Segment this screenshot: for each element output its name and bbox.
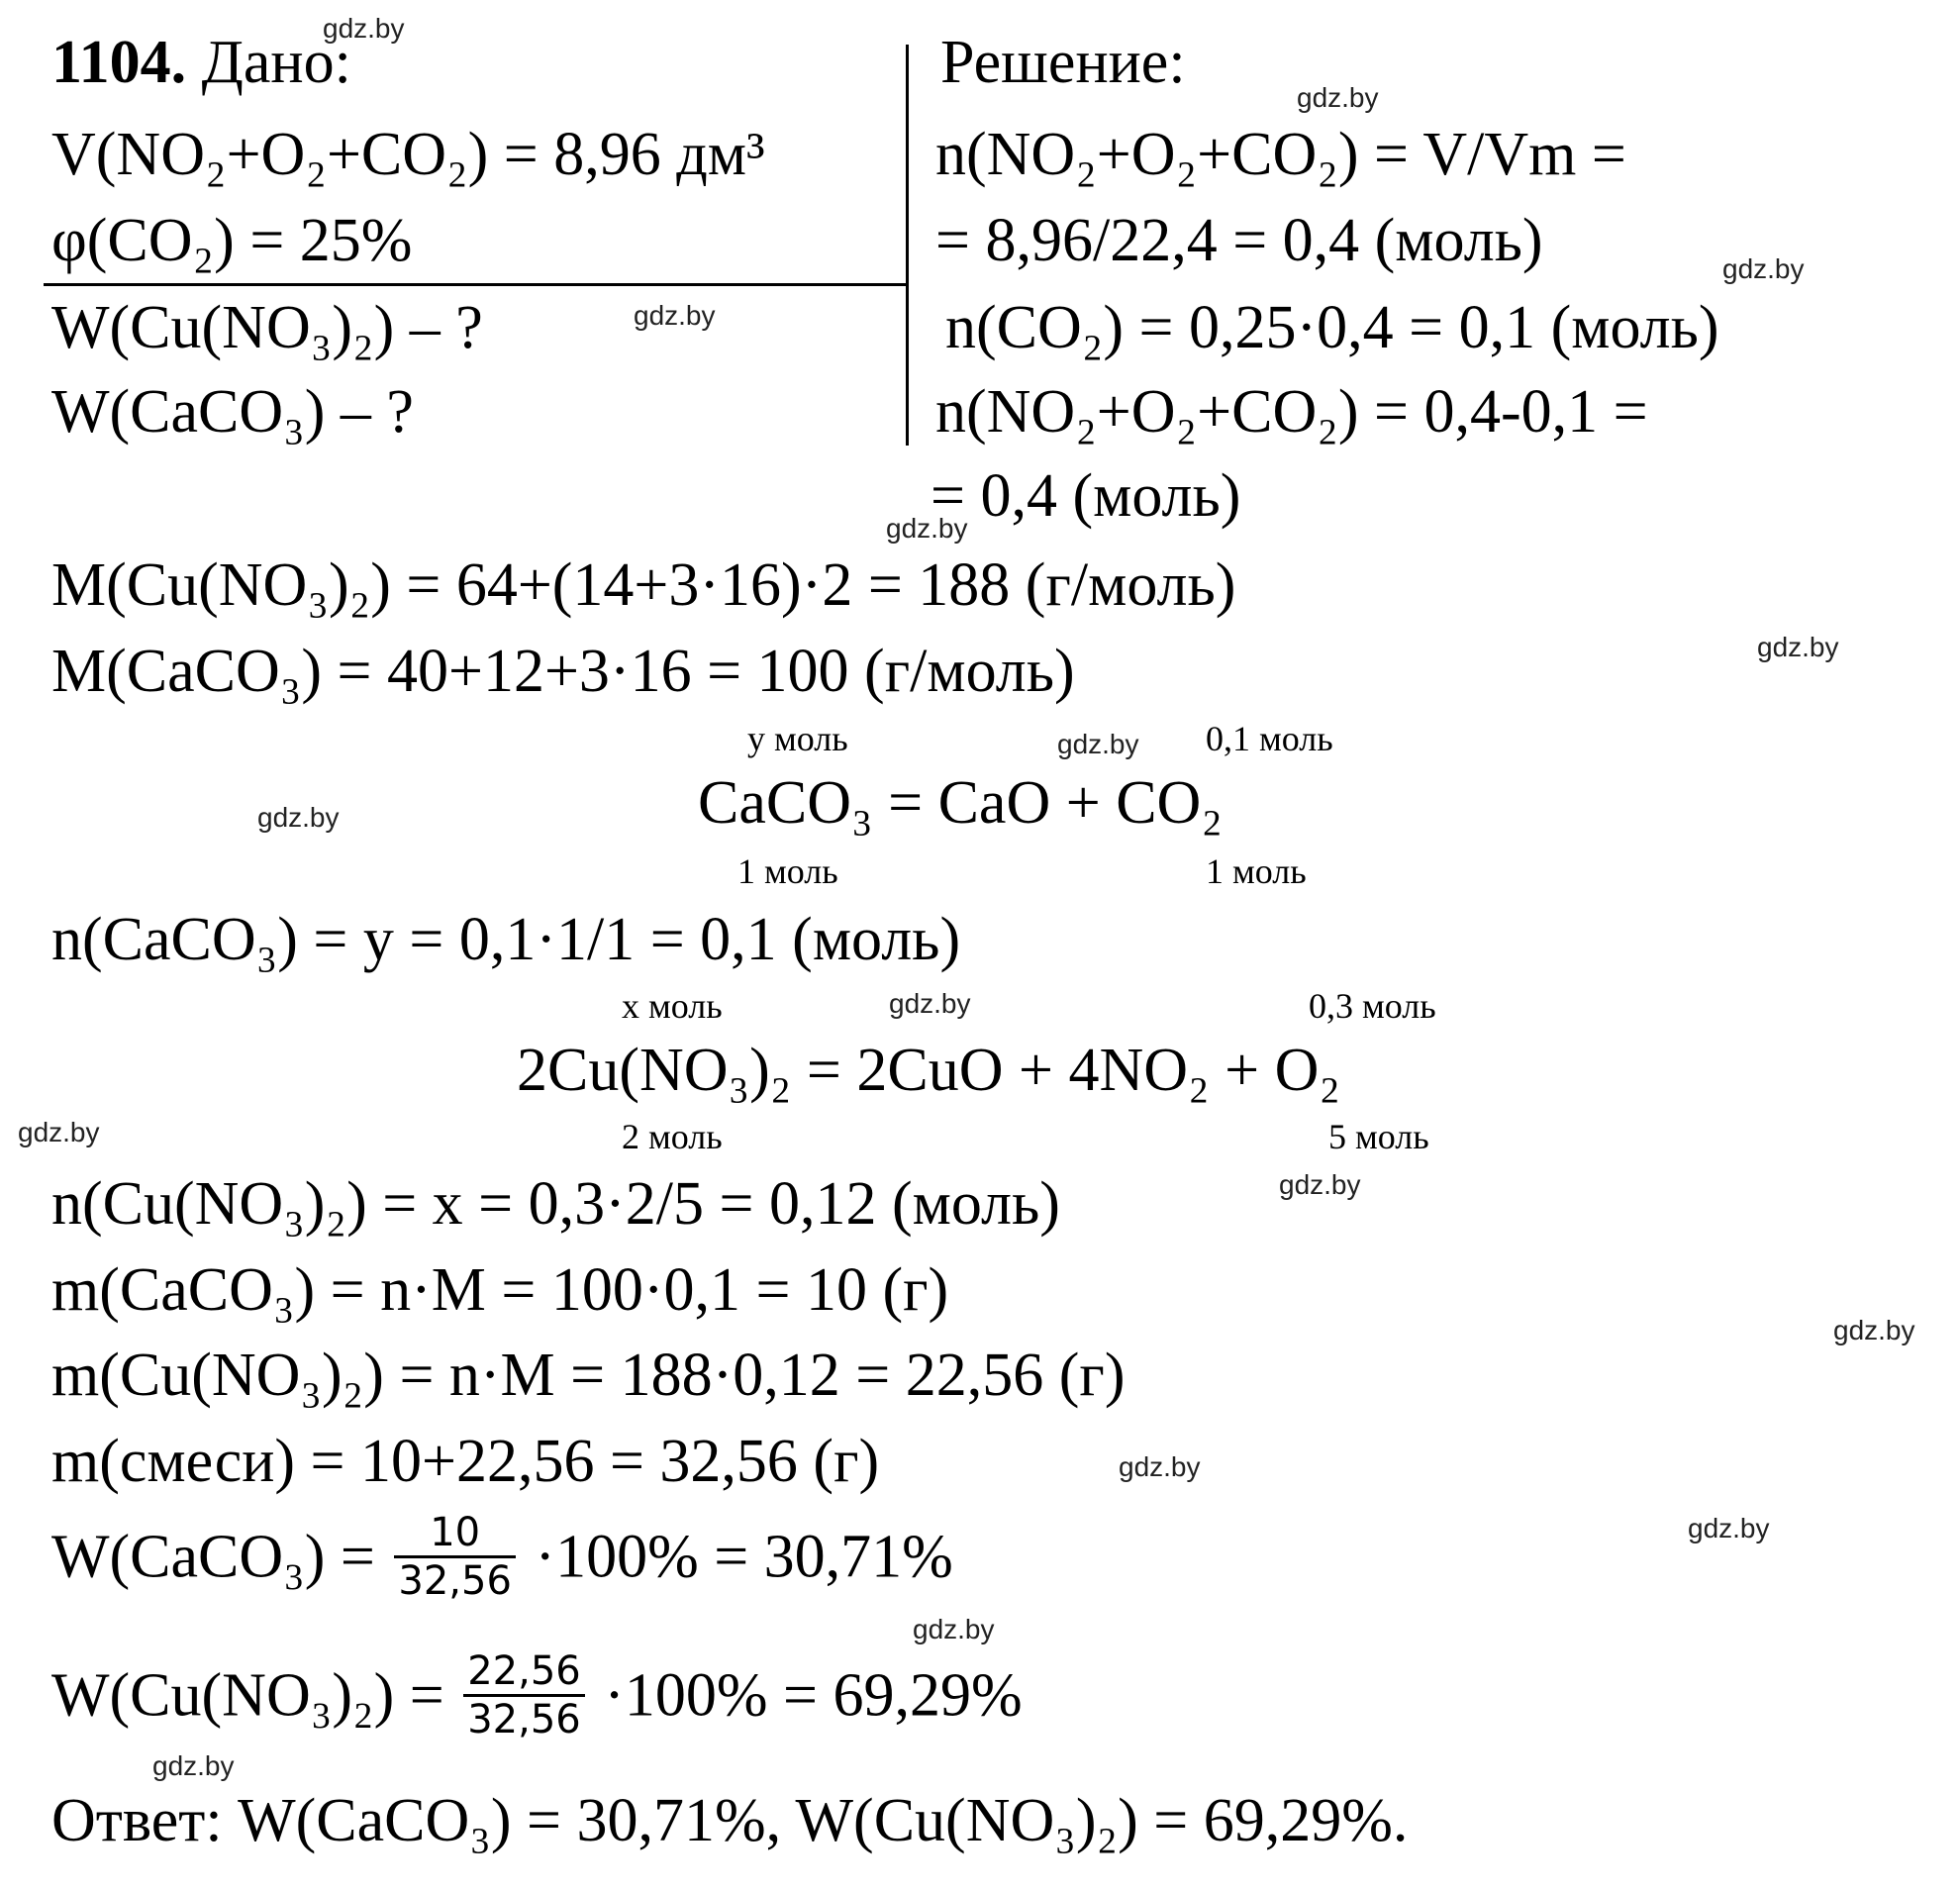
problem-number: 1104. bbox=[51, 29, 187, 96]
m-cu-nitrate: m(Cu(NO₃)₂) = n·M = 188·0,12 = 22,56 (г) bbox=[51, 1342, 1126, 1409]
solution-line-5: = 0,4 (моль) bbox=[931, 462, 1241, 530]
watermark: gdz.by bbox=[1057, 729, 1139, 759]
w-caco3-numerator: 10 bbox=[394, 1510, 516, 1558]
w-caco3 bbox=[51, 1510, 953, 1604]
m-mixture: m(смеси) = 10+22,56 = 32,56 (г) bbox=[51, 1428, 880, 1495]
watermark: gdz.by bbox=[1119, 1451, 1201, 1482]
n-cu-nitrate: n(Cu(NO₃)₂) = x = 0,3·2/5 = 0,12 (моль) bbox=[51, 1170, 1060, 1238]
watermark: gdz.by bbox=[1688, 1513, 1770, 1543]
reaction2-below-left: 2 моль bbox=[622, 1117, 723, 1156]
w-cu-nitrate-rhs: ·100% = 69,29% bbox=[604, 1661, 1023, 1730]
find-cu-nitrate: W(Cu(NO₃)₂) – ? bbox=[51, 294, 483, 361]
reaction2-above-right: 0,3 моль bbox=[1309, 986, 1436, 1026]
watermark: gdz.by bbox=[913, 1614, 995, 1644]
given-fraction: φ(CO₂) = 25% bbox=[51, 207, 413, 274]
given-divider-vertical bbox=[906, 45, 909, 446]
answer: Ответ: W(CaCO₃) = 30,71%, W(Cu(NO₃)₂) = 69,29%. bbox=[51, 1787, 1409, 1854]
solution-line-1: n(NO₂+O₂+CO₂) = V/Vm = bbox=[935, 121, 1626, 188]
molar-mass-caco3: M(CaCO₃) = 40+12+3·16 = 100 (г/моль) bbox=[51, 638, 1075, 705]
watermark: gdz.by bbox=[18, 1117, 100, 1147]
given-label: Дано: bbox=[201, 29, 351, 96]
reaction2-equation: 2Cu(NO₃)₂ = 2CuO + 4NO₂ + O₂ bbox=[517, 1037, 1341, 1104]
solution-line-3: n(CO₂) = 0,25·0,4 = 0,1 (моль) bbox=[945, 294, 1719, 361]
given-volume: V(NO₂+O₂+CO₂) = 8,96 дм³ bbox=[51, 121, 765, 188]
find-caco3: W(CaCO₃) – ? bbox=[51, 378, 414, 446]
reaction1-above-right: 0,1 моль bbox=[1206, 719, 1333, 758]
w-caco3-denominator: 32,56 bbox=[398, 1558, 512, 1604]
watermark: gdz.by bbox=[257, 802, 340, 833]
w-cu-nitrate bbox=[51, 1648, 1023, 1743]
watermark: gdz.by bbox=[1722, 253, 1805, 284]
reaction1-below-left: 1 моль bbox=[737, 851, 838, 891]
reaction1-below-right: 1 моль bbox=[1206, 851, 1307, 891]
watermark: gdz.by bbox=[1833, 1315, 1915, 1345]
watermark: gdz.by bbox=[1279, 1169, 1361, 1200]
watermark: gdz.by bbox=[1757, 632, 1839, 662]
w-caco3-rhs: ·100% = 30,71% bbox=[535, 1523, 953, 1591]
w-cu-nitrate-lhs: W(Cu(NO₃)₂) = bbox=[51, 1661, 444, 1730]
m-caco3: m(CaCO₃) = n·M = 100·0,1 = 10 (г) bbox=[51, 1256, 949, 1324]
reaction1-equation: CaCO₃ = CaO + CO₂ bbox=[698, 769, 1223, 837]
watermark: gdz.by bbox=[889, 988, 971, 1019]
w-cu-nitrate-numerator: 22,56 bbox=[463, 1648, 585, 1697]
watermark: gdz.by bbox=[152, 1750, 235, 1781]
watermark: gdz.by bbox=[1297, 82, 1379, 113]
problem-header bbox=[51, 29, 351, 96]
solution-line-2: = 8,96/22,4 = 0,4 (моль) bbox=[935, 207, 1543, 274]
solution-line-4: n(NO₂+O₂+CO₂) = 0,4-0,1 = bbox=[935, 378, 1648, 446]
molar-mass-cu-nitrate: M(Cu(NO₃)₂) = 64+(14+3·16)·2 = 188 (г/моль) bbox=[51, 551, 1236, 619]
w-cu-nitrate-denominator: 32,56 bbox=[467, 1697, 581, 1743]
w-cu-nitrate-fraction bbox=[463, 1648, 585, 1743]
w-caco3-lhs: W(CaCO₃) = bbox=[51, 1523, 375, 1591]
watermark: gdz.by bbox=[323, 13, 405, 44]
reaction1-above-left: y моль bbox=[747, 719, 848, 758]
given-divider-horizontal bbox=[44, 283, 907, 286]
n-caco3: n(CaCO₃) = y = 0,1·1/1 = 0,1 (моль) bbox=[51, 906, 961, 973]
watermark: gdz.by bbox=[886, 513, 968, 544]
watermark: gdz.by bbox=[634, 300, 716, 331]
solution-label: Решение: bbox=[940, 29, 1186, 96]
reaction2-below-right: 5 моль bbox=[1328, 1117, 1429, 1156]
reaction2-above-left: x моль bbox=[622, 986, 723, 1026]
w-caco3-fraction bbox=[394, 1510, 516, 1604]
